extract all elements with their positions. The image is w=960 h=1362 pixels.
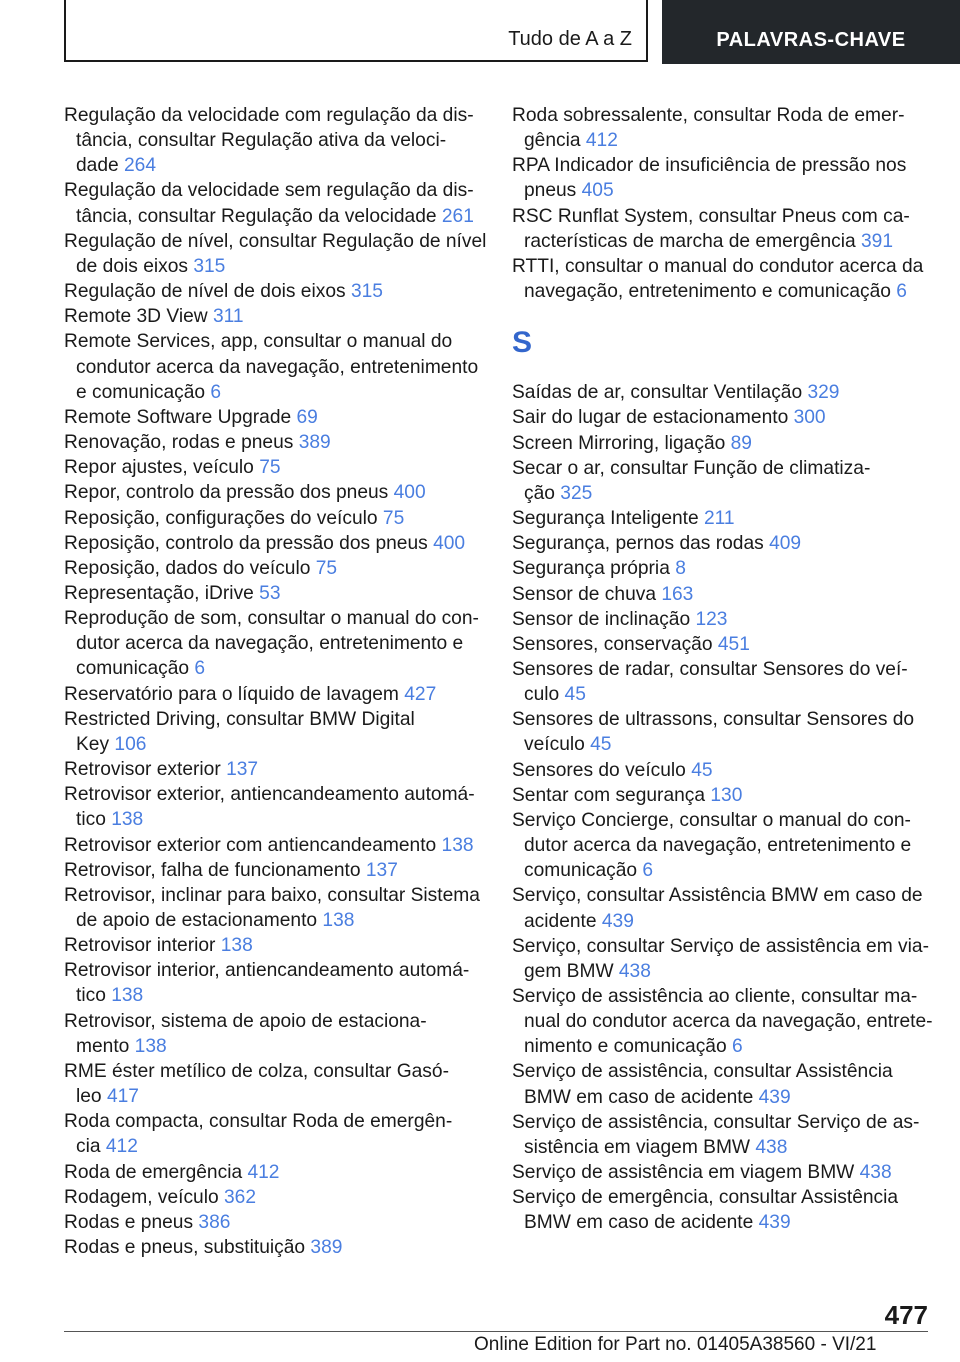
page-link[interactable]: 412 [105, 1136, 138, 1158]
entry-text: Reposição, dados do veículo [64, 557, 316, 579]
page-link[interactable]: 138 [220, 935, 253, 957]
page-link[interactable]: 6 [210, 381, 222, 403]
entry-text: Retrovisor exterior com antiencandeamento [64, 834, 442, 856]
page-link[interactable]: 451 [717, 633, 750, 655]
page-link[interactable]: 315 [350, 281, 383, 303]
index-entry [64, 455, 484, 480]
index-entry [64, 229, 487, 279]
page-link[interactable]: 45 [564, 684, 586, 706]
entry-text: mento [76, 1035, 135, 1057]
page-link[interactable]: 138 [441, 834, 474, 856]
page-link[interactable]: 6 [194, 658, 206, 680]
entry-text: RME éster metílico de colza, consultar Gasó- [64, 1060, 449, 1082]
index-entry [512, 506, 930, 531]
entry-text: culo [524, 684, 565, 706]
entry-text: de apoio de estacionamento [76, 910, 323, 931]
entry-text: Rodagem, veículo [64, 1186, 224, 1208]
entry-text: Retrovisor interior, antiencandeamento automá- [64, 960, 470, 982]
entry-text: Roda de emergência [64, 1161, 248, 1183]
entry-text: tico [76, 985, 112, 1007]
index-entry [512, 1059, 930, 1109]
entry-text: cia [76, 1136, 106, 1158]
index-entry [64, 1185, 484, 1210]
entry-text: Sensor de inclinação [512, 608, 696, 630]
index-entry [512, 431, 930, 456]
entry-text: condutor acerca da navegação, entretenimento [76, 356, 479, 378]
entry-text: Retrovisor interior [64, 935, 221, 957]
page-link[interactable]: 439 [758, 1212, 791, 1234]
page-link[interactable]: 405 [581, 180, 614, 202]
entry-text: Key [76, 733, 115, 755]
entry-text: Representação, iDrive [64, 582, 260, 604]
page-link[interactable]: 123 [695, 608, 728, 630]
page-link[interactable]: 438 [755, 1136, 788, 1158]
index-entry [64, 430, 484, 455]
entry-text: Reservatório para o líquido de lavagem [64, 683, 405, 705]
entry-text: racterísticas de marcha de emergência [524, 230, 861, 252]
entry-text: acidente [524, 910, 602, 932]
index-entry [512, 883, 930, 933]
edition-footer: Online Edition for Part no. 01405A38560 - VI/21 [474, 1334, 877, 1355]
page-link[interactable]: 386 [198, 1211, 231, 1233]
entry-text: Restricted Driving, consultar BMW Digital [64, 708, 415, 730]
index-entry [512, 984, 933, 1059]
page-link[interactable]: 45 [691, 759, 713, 781]
page-link[interactable]: 412 [247, 1161, 280, 1183]
entry-text: Reprodução de som, consultar o manual do con- [64, 608, 479, 630]
entry-text: Remote 3D View [64, 306, 213, 328]
index-entry [64, 329, 484, 404]
index-entry [512, 632, 930, 657]
index-entry [64, 1059, 484, 1109]
entry-text: Rodas e pneus [64, 1211, 199, 1233]
page-link[interactable]: 75 [382, 507, 405, 529]
page-link[interactable]: 137 [226, 759, 259, 781]
entry-text: dutor acerca da navegação, entretenimento e [76, 633, 464, 655]
entry-text: Sensores de radar, consultar Sensores do veí- [512, 658, 908, 680]
entry-text: Remote Services, app, consultar o manual do [64, 331, 453, 353]
entry-text: navegação, entretenimento e comunicação [524, 281, 897, 303]
index-column-right [512, 103, 933, 1236]
entry-text: Sair do lugar de estacionamento [512, 407, 794, 429]
page-link[interactable]: 130 [710, 784, 743, 806]
index-entry [512, 254, 930, 304]
entry-text: dutor acerca da navegação, entretenimento e [524, 835, 912, 857]
index-entry [512, 1185, 930, 1235]
index-entry [64, 883, 484, 933]
entry-text: BMW em caso de acidente [524, 1212, 759, 1234]
entry-text: Secar o ar, consultar Função de climatiza- [512, 457, 871, 479]
page-link[interactable]: 75 [259, 457, 281, 479]
page-link[interactable]: 400 [433, 532, 466, 554]
page-link[interactable]: 264 [124, 155, 157, 177]
entry-text: Sensor de chuva [512, 583, 662, 605]
index-entry [64, 480, 484, 505]
section-title: Tudo de A a Z [508, 28, 632, 50]
page-link[interactable]: 138 [111, 809, 144, 831]
page-link[interactable]: 311 [212, 306, 244, 328]
page-number: 477 [884, 1300, 928, 1330]
header-frame [64, 0, 648, 62]
page-link[interactable]: 391 [861, 230, 894, 252]
page-link[interactable]: 69 [296, 406, 318, 428]
index-entry [64, 782, 484, 832]
entry-text: Saídas de ar, consultar Ventilação [512, 382, 808, 404]
entry-text: dade [76, 155, 125, 177]
page-link[interactable]: 439 [758, 1086, 791, 1108]
page-link[interactable]: 438 [618, 960, 651, 982]
entry-text: Sensores, conservação [512, 633, 718, 655]
entry-text: Segurança própria [512, 558, 676, 580]
entry-text: RSC Runflat System, consultar Pneus com ca- [512, 205, 910, 227]
index-entry [512, 405, 930, 430]
letter-heading-s: S [512, 326, 533, 360]
entry-text: Regulação da velocidade sem regulação da dis- [64, 180, 474, 202]
page-link[interactable]: 329 [807, 382, 840, 404]
index-entry [512, 657, 930, 707]
index-entry [512, 531, 930, 556]
page-link[interactable]: 438 [859, 1162, 892, 1184]
index-entry [512, 808, 930, 883]
page-link[interactable]: 6 [642, 860, 654, 882]
entry-text: Sentar com segurança [512, 784, 711, 806]
index-group-s [512, 380, 933, 1235]
index-entry [64, 304, 484, 329]
index-column-left [64, 103, 487, 1260]
page-link[interactable]: 439 [601, 910, 634, 932]
index-entry [64, 858, 484, 883]
index-entry [512, 204, 930, 254]
page-link[interactable]: 315 [193, 255, 226, 277]
page-link[interactable]: 106 [114, 733, 147, 755]
entry-text: sistência em viagem BMW [524, 1136, 756, 1158]
index-entry [512, 934, 930, 984]
page-link[interactable]: 6 [731, 1036, 743, 1058]
entry-text: de dois eixos [76, 255, 194, 277]
entry-text: Serviço de assistência ao cliente, consultar ma- [512, 986, 918, 1007]
page-link[interactable]: 138 [134, 1035, 167, 1057]
entry-text: Repor, controlo da pressão dos pneus [64, 482, 394, 504]
page-link[interactable]: 300 [793, 407, 826, 429]
page-link[interactable]: 211 [704, 508, 735, 530]
index-entry [512, 1160, 930, 1185]
page-link[interactable]: 389 [310, 1237, 343, 1259]
entry-text: Screen Mirroring, ligação [512, 432, 731, 454]
index-entry [64, 757, 484, 782]
chapter-tab[interactable]: PALAVRAS-CHAVE [662, 0, 960, 64]
index-entry [64, 933, 484, 958]
index-entry [64, 1235, 484, 1260]
entry-text: Serviço de assistência, consultar Serviço de as- [512, 1111, 920, 1133]
index-entry [512, 456, 930, 506]
page-link[interactable]: 138 [322, 910, 355, 931]
entry-text: Reposição, controlo da pressão dos pneus [64, 532, 434, 554]
entry-text: Serviço de assistência, consultar Assistência [512, 1061, 893, 1083]
entry-text: Regulação de nível de dois eixos [64, 281, 351, 303]
index-entry [64, 1160, 484, 1185]
entry-text: Renovação, rodas e pneus [64, 432, 299, 454]
index-entry [64, 1210, 484, 1235]
entry-text: Sensores de ultrassons, consultar Sensores do [512, 709, 915, 731]
index-entry [64, 506, 484, 531]
entry-text: Retrovisor, sistema de apoio de estaciona- [64, 1010, 427, 1032]
index-entry [64, 958, 484, 1008]
entry-text: Regulação da velocidade com regulação da dis- [64, 105, 474, 126]
index-entry [64, 606, 484, 681]
entry-text: Serviço Concierge, consultar o manual do con- [512, 809, 911, 831]
index-entry [512, 1110, 930, 1160]
entry-text: veículo [524, 734, 591, 756]
entry-text: gência [524, 130, 586, 152]
entry-text: Serviço de emergência, consultar Assistência [512, 1187, 899, 1209]
page-link[interactable]: 138 [111, 985, 144, 1007]
index-entry [64, 707, 484, 757]
index-entry [512, 380, 930, 405]
entry-text: gem BMW [524, 960, 619, 982]
entry-text: nual do condutor acerca da navegação, entrete- [524, 1011, 933, 1033]
entry-text: RTTI, consultar o manual do condutor acerca da [512, 255, 924, 277]
index-entry [512, 758, 930, 783]
page-link[interactable]: 412 [585, 130, 618, 152]
index-group-r [512, 103, 930, 304]
page-link[interactable]: 261 [441, 205, 474, 227]
index-entry [512, 707, 930, 757]
entry-text: Regulação de nível, consultar Regulação de nível [64, 230, 487, 252]
entry-text: pneus [524, 180, 582, 202]
index-entry [512, 783, 930, 808]
entry-text: Roda compacta, consultar Roda de emergên- [64, 1111, 453, 1133]
entry-text: Rodas e pneus, substituição [64, 1237, 311, 1259]
page-link[interactable]: 53 [259, 582, 281, 604]
entry-text: Reposição, configurações do veículo [64, 507, 383, 529]
entry-text: e comunicação [76, 381, 211, 403]
page-link[interactable]: 362 [223, 1186, 256, 1208]
entry-text: tico [76, 809, 112, 831]
entry-text: ção [524, 482, 561, 504]
index-entry [512, 556, 930, 581]
index-entry [64, 531, 484, 556]
entry-text: comunicação [524, 860, 643, 882]
page-link[interactable]: 409 [769, 533, 802, 555]
page-link[interactable]: 163 [661, 583, 694, 605]
entry-text: Segurança Inteligente [512, 508, 705, 530]
index-entry [64, 556, 484, 581]
entry-text: comunicação [76, 658, 195, 680]
entry-text: Retrovisor exterior [64, 759, 227, 781]
index-entry [64, 405, 484, 430]
index-entry [512, 582, 930, 607]
page-link[interactable]: 389 [298, 432, 331, 454]
index-entry [64, 103, 484, 178]
entry-text: Serviço de assistência em viagem BMW [512, 1162, 860, 1184]
page-link[interactable]: 8 [675, 558, 686, 580]
entry-text: Repor ajustes, veículo [64, 457, 260, 479]
entry-text: Retrovisor, falha de funcionamento [64, 859, 366, 881]
entry-text: Retrovisor exterior, antiencandeamento automá- [64, 784, 475, 806]
index-entry [512, 103, 930, 153]
index-entry [64, 682, 484, 707]
page-link[interactable]: 45 [590, 734, 612, 756]
entry-text: tância, consultar Regulação ativa da veloci- [76, 130, 447, 152]
entry-text: Serviço, consultar Serviço de assistência em via- [512, 935, 929, 957]
index-entry [64, 1009, 484, 1059]
page-link[interactable]: 75 [315, 557, 338, 579]
index-entry [64, 581, 484, 606]
page-link[interactable]: 400 [393, 482, 426, 504]
entry-text: nimento e comunicação [524, 1036, 732, 1058]
footer-divider [64, 1331, 928, 1332]
index-entry [64, 178, 484, 228]
page-link[interactable]: 427 [404, 683, 437, 705]
index-entry [64, 833, 484, 858]
entry-text: leo [76, 1086, 107, 1108]
page-link[interactable]: 137 [365, 859, 398, 881]
index-entry [512, 607, 930, 632]
page-link[interactable]: 89 [730, 432, 752, 454]
entry-text: Sensores do veículo [512, 759, 692, 781]
index-entry [64, 1109, 484, 1159]
index-entry [512, 153, 930, 203]
index-entry [64, 279, 484, 304]
entry-text: tância, consultar Regulação da velocidade [76, 205, 442, 227]
page-link[interactable]: 417 [106, 1086, 139, 1108]
entry-text: Remote Software Upgrade [64, 406, 297, 428]
page-link[interactable]: 6 [896, 281, 907, 303]
entry-text: RPA Indicador de insuficiência de pressão nos [512, 155, 907, 177]
page-link[interactable]: 325 [560, 482, 593, 504]
entry-text: BMW em caso de acidente [524, 1086, 759, 1108]
entry-text: Segurança, pernos das rodas [512, 533, 770, 555]
entry-text: Retrovisor, inclinar para baixo, consultar Sistema [64, 884, 480, 906]
entry-text: Serviço, consultar Assistência BMW em caso de [512, 885, 923, 907]
entry-text: Roda sobressalente, consultar Roda de emer- [512, 105, 905, 126]
